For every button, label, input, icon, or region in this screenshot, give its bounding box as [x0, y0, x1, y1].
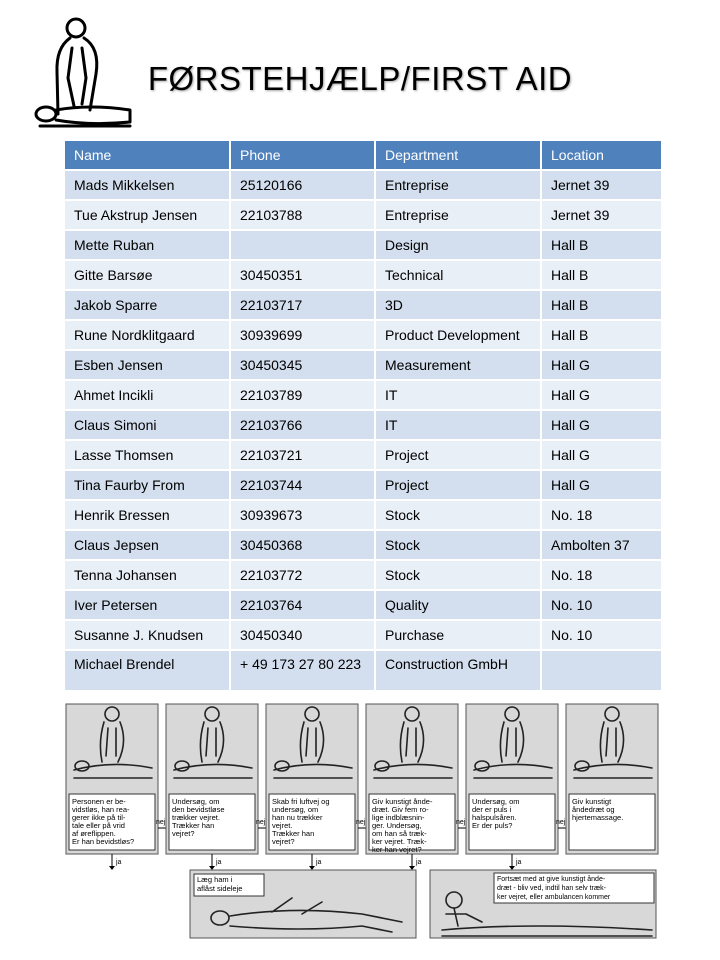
flowchart-step — [266, 704, 358, 854]
flowchart-step — [366, 704, 458, 854]
continue-resuscitation-panel — [430, 870, 656, 938]
table-row — [65, 410, 662, 440]
cell-location: Hall G — [541, 380, 662, 410]
cell-department: Entreprise — [375, 200, 541, 230]
cell-name: Ahmet Incikli — [65, 380, 230, 410]
cell-phone: 22103721 — [230, 440, 375, 470]
column-header-phone: Phone — [230, 141, 375, 170]
cell-name: Michael Brendel — [65, 650, 230, 691]
cell-department: Project — [375, 440, 541, 470]
cell-location: No. 10 — [541, 620, 662, 650]
table-row — [65, 470, 662, 500]
no-label: nej — [356, 819, 366, 826]
cell-name: Jakob Sparre — [65, 290, 230, 320]
table-row — [65, 590, 662, 620]
cell-department: Construction GmbH — [375, 650, 541, 691]
cell-location: Jernet 39 — [541, 200, 662, 230]
cell-name: Tina Faurby From — [65, 470, 230, 500]
cell-location: Hall B — [541, 230, 662, 260]
flowchart-text: Personen er be-vidstløs, han rea-gerer ikke på til-tale eller på vrid af øreflippen. Er han bevidstløs? — [72, 797, 135, 846]
no-label: nej — [456, 819, 466, 826]
cell-name: Susanne J. Knudsen — [65, 620, 230, 650]
table-row — [65, 650, 662, 691]
flowchart-text: Undersøg, om den bevidstløse trækker vejret. Trækker han vejret? — [172, 797, 225, 838]
table-row — [65, 230, 662, 260]
cell-department: Product Development — [375, 320, 541, 350]
first-aid-flowchart — [62, 700, 662, 942]
cell-name: Tue Akstrup Jensen — [65, 200, 230, 230]
yes-arrow — [309, 854, 322, 870]
cell-department: Project — [375, 470, 541, 500]
table-row — [65, 260, 662, 290]
cell-location: Jernet 39 — [541, 170, 662, 200]
cell-phone: 22103764 — [230, 590, 375, 620]
cell-location — [541, 650, 662, 691]
table-row — [65, 380, 662, 410]
no-label: nej — [556, 819, 566, 826]
flowchart-step — [166, 704, 258, 854]
cell-phone: 22103789 — [230, 380, 375, 410]
yes-arrow — [209, 854, 222, 870]
table-body — [65, 170, 662, 691]
flowchart-text: Læg ham i aflåst sideleje — [197, 875, 243, 893]
cell-department: Stock — [375, 500, 541, 530]
cell-location: Hall B — [541, 320, 662, 350]
cell-name: Esben Jensen — [65, 350, 230, 380]
yes-label: ja — [516, 859, 522, 866]
first-aid-contacts-table — [65, 141, 663, 692]
yes-label: ja — [116, 859, 122, 866]
cell-phone: 25120166 — [230, 170, 375, 200]
cell-phone: 30450351 — [230, 260, 375, 290]
cell-phone: 22103766 — [230, 410, 375, 440]
cell-phone: 22103717 — [230, 290, 375, 320]
cell-location: Hall G — [541, 410, 662, 440]
table-row — [65, 350, 662, 380]
cell-location: Hall G — [541, 470, 662, 500]
column-header-department: Department — [375, 141, 541, 170]
table-row — [65, 500, 662, 530]
cell-department: Stock — [375, 530, 541, 560]
table-row — [65, 200, 662, 230]
cell-department: IT — [375, 410, 541, 440]
flowchart-step — [466, 704, 558, 854]
cell-phone: 30939699 — [230, 320, 375, 350]
table-row — [65, 320, 662, 350]
yes-arrow — [409, 854, 422, 870]
recovery-position-panel — [190, 870, 416, 938]
table-row — [65, 560, 662, 590]
cell-department: IT — [375, 380, 541, 410]
cell-department: Purchase — [375, 620, 541, 650]
column-header-location: Location — [541, 141, 662, 170]
flowchart-step — [566, 704, 658, 854]
no-label: nej — [156, 819, 166, 826]
cell-name: Rune Nordklitgaard — [65, 320, 230, 350]
yes-arrow — [509, 854, 522, 870]
cell-location: No. 18 — [541, 500, 662, 530]
yes-label: ja — [416, 859, 422, 866]
cell-phone: 30450368 — [230, 530, 375, 560]
cell-name: Mette Ruban — [65, 230, 230, 260]
cell-department: Design — [375, 230, 541, 260]
cell-phone: 30939673 — [230, 500, 375, 530]
column-header-name: Name — [65, 141, 230, 170]
cell-phone: 22103772 — [230, 560, 375, 590]
yes-arrow — [109, 854, 122, 870]
cell-name: Lasse Thomsen — [65, 440, 230, 470]
cell-location: Hall B — [541, 260, 662, 290]
cell-location: No. 10 — [541, 590, 662, 620]
yes-label: ja — [316, 859, 322, 866]
cell-name: Tenna Johansen — [65, 560, 230, 590]
table-row — [65, 530, 662, 560]
table-row — [65, 170, 662, 200]
cell-name: Gitte Barsøe — [65, 260, 230, 290]
table-row — [65, 290, 662, 320]
flowchart-text: Giv kunstigt åndedræt og hjertemassage. — [572, 797, 624, 822]
cell-name: Henrik Bressen — [65, 500, 230, 530]
cell-location: Hall G — [541, 440, 662, 470]
cell-department: Quality — [375, 590, 541, 620]
cell-department: Entreprise — [375, 170, 541, 200]
no-label: nej — [256, 819, 266, 826]
cell-phone: 30450340 — [230, 620, 375, 650]
cell-location: Hall G — [541, 350, 662, 380]
cell-phone: 22103788 — [230, 200, 375, 230]
cell-phone: + 49 173 27 80 223 — [230, 650, 375, 691]
cell-name: Iver Petersen — [65, 590, 230, 620]
table-row — [65, 440, 662, 470]
flowchart-text: Fortsæt med at give kunstigt ånde-dræt - bliv ved, indtil han selv træk-ker vejret, eller ambulancen kommer — [497, 876, 611, 901]
cell-department: Measurement — [375, 350, 541, 380]
cell-phone: 30450345 — [230, 350, 375, 380]
cell-name: Mads Mikkelsen — [65, 170, 230, 200]
cell-department: Technical — [375, 260, 541, 290]
cell-location: Ambolten 37 — [541, 530, 662, 560]
cell-phone: 22103744 — [230, 470, 375, 500]
table-header-row — [65, 141, 662, 170]
yes-label: ja — [216, 859, 222, 866]
table-row — [65, 620, 662, 650]
cell-department: Stock — [375, 560, 541, 590]
cell-location: No. 18 — [541, 560, 662, 590]
cell-phone — [230, 230, 375, 260]
cell-name: Claus Simoni — [65, 410, 230, 440]
cell-name: Claus Jepsen — [65, 530, 230, 560]
flowchart-text: Skab fri luftvej og undersøg, om han nu trækker vejret. Trækker han vejret? — [272, 797, 330, 846]
cell-location: Hall B — [541, 290, 662, 320]
cell-department: 3D — [375, 290, 541, 320]
flowchart-text: Undersøg, om der er puls i halspulsåren. Er der puls? — [472, 797, 520, 830]
flowchart-text: Giv kunstigt ånde-dræt. Giv fem ro-lige indblæsnin-ger. Undersøg, om han så træk-ker vejret. Træk-ker han vejret? — [372, 797, 433, 854]
flowchart-step — [66, 704, 158, 854]
page-title: FØRSTEHJÆLP/FIRST AID — [147, 60, 573, 97]
